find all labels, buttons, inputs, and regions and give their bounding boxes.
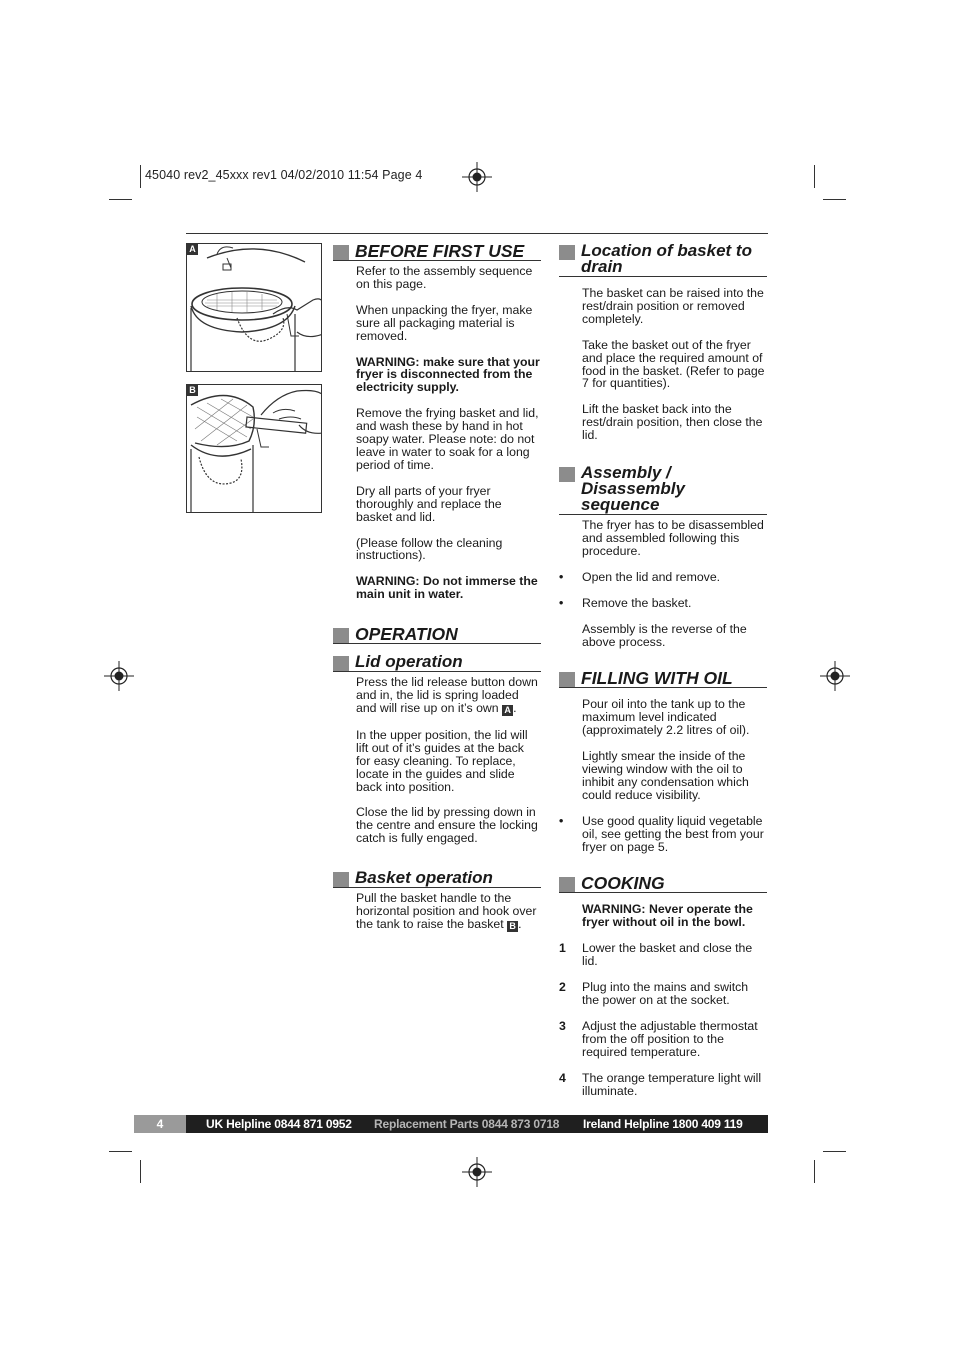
heading-text: BEFORE FIRST USE	[355, 241, 525, 261]
step-number: 1	[559, 941, 566, 956]
paragraph: Dry all parts of your fryer thoroughly and replace the basket and lid.	[356, 483, 502, 524]
column-middle	[333, 243, 541, 945]
column-right	[559, 243, 767, 1110]
section-heading-location-of-basket	[559, 243, 767, 277]
bullet-icon: •	[559, 595, 564, 610]
step-text: Plug into the mains and switch the power on at the socket.	[582, 980, 749, 1007]
paragraph-text: .	[518, 917, 522, 931]
heading-square	[559, 877, 575, 892]
bullet-item	[559, 597, 767, 610]
print-slug: 45040 rev2_45xxx rev1 04/02/2010 11:54 Page 4	[145, 168, 423, 182]
figure-tag: B	[187, 385, 198, 396]
section-heading-filling-with-oil	[559, 670, 767, 688]
bullet-text: Open the lid and remove.	[582, 569, 721, 584]
paragraph	[333, 892, 541, 932]
paragraph-text: Pull the basket handle to the horizontal position and hook over the tank to raise the basket	[356, 891, 537, 931]
heading-text: Lid operation	[355, 652, 463, 672]
warning-text: WARNING: Do not immerse the main unit in water.	[356, 574, 538, 602]
section-heading-before-first-use	[333, 243, 541, 261]
crop-mark	[814, 1160, 815, 1183]
section-heading-cooking	[559, 875, 767, 893]
step-number: 4	[559, 1070, 566, 1085]
crop-mark	[823, 1151, 846, 1152]
paragraph	[333, 676, 541, 716]
heading-text: OPERATION	[355, 624, 458, 645]
replacement-parts: Replacement Parts 0844 873 0718	[374, 1117, 560, 1131]
step-text: Lower the basket and close the lid.	[582, 941, 753, 969]
section-heading-assembly-sequence	[559, 465, 767, 515]
crop-mark	[140, 165, 141, 188]
warning-text: WARNING: Never operate the fryer without oil in the bowl.	[582, 902, 753, 930]
section-heading-lid-operation	[333, 654, 541, 672]
heading-text: COOKING	[581, 873, 665, 894]
paragraph: Lift the basket back into the rest/drain position, then close the lid.	[582, 402, 763, 443]
heading-square	[559, 245, 575, 260]
footer-helpline-bar	[134, 1115, 768, 1133]
paragraph: Refer to the assembly sequence on this page.	[356, 264, 533, 291]
bullet-text: Use good quality liquid vegetable oil, see getting the best from your fryer on page 5.	[582, 813, 764, 854]
step-text: Adjust the adjustable thermostat from the off position to the required temperature.	[582, 1018, 758, 1059]
step-text: The orange temperature light will illuminate.	[582, 1070, 762, 1098]
uk-helpline: UK Helpline 0844 871 0952	[206, 1117, 352, 1131]
registration-mark-icon	[104, 661, 134, 691]
top-rule	[186, 233, 768, 234]
paragraph: (Please follow the cleaning instructions).	[356, 535, 503, 563]
paragraph-text: .	[513, 700, 517, 715]
bullet-text: Remove the basket.	[582, 595, 692, 610]
heading-square	[333, 656, 349, 671]
heading-text: FILLING WITH OIL	[581, 668, 733, 689]
figure-reference: A	[502, 705, 513, 716]
crop-mark	[814, 165, 815, 188]
step-item	[559, 981, 767, 1007]
warning-text: WARNING: make sure that your fryer is disconnected from the electricity supply.	[356, 354, 540, 395]
heading-text: Assembly / Disassembly sequence	[581, 463, 685, 515]
bullet-icon: •	[559, 813, 564, 828]
crop-mark	[109, 1151, 132, 1152]
paragraph-text: Press the lid release button down and in, the lid is spring loaded and will rise up on it’s own	[356, 675, 538, 715]
page-number: 4	[134, 1115, 186, 1133]
step-item	[559, 942, 767, 968]
step-number: 2	[559, 980, 566, 995]
crop-mark	[823, 199, 846, 200]
paragraph: When unpacking the fryer, make sure all packaging material is removed.	[356, 302, 533, 343]
figure-b	[186, 384, 322, 513]
ireland-helpline: Ireland Helpline 1800 409 119	[583, 1117, 743, 1131]
paragraph: In the upper position, the lid will lift out of it’s guides at the back for easy cleaning. To replace, locate in the guides and slide back into position.	[356, 727, 528, 794]
heading-square	[333, 628, 349, 643]
figure-tag: A	[187, 244, 198, 255]
section-heading-basket-operation	[333, 870, 541, 888]
figure-a	[186, 243, 322, 372]
paragraph: The basket can be raised into the rest/drain position or removed completely.	[582, 286, 764, 326]
paragraph: Pour oil into the tank up to the maximum level indicated (approximately 2.2 litres of oil).	[582, 697, 750, 738]
crop-mark	[109, 199, 132, 200]
bullet-icon: •	[559, 569, 564, 584]
section-heading-operation	[333, 626, 541, 644]
step-item	[559, 1020, 767, 1059]
paragraph: Take the basket out of the fryer and place the required amount of food in the basket. (Refer to page 7 for quantities).	[582, 337, 765, 391]
heading-square	[333, 245, 349, 260]
step-number: 3	[559, 1018, 566, 1033]
registration-mark-icon	[462, 1157, 492, 1187]
bullet-item	[559, 571, 767, 584]
paragraph: Close the lid by pressing down in the centre and ensure the locking catch is fully engaged.	[356, 805, 538, 846]
heading-square	[559, 672, 575, 687]
bullet-item	[559, 815, 767, 854]
fryer-lid-illustration	[187, 244, 322, 372]
paragraph: Remove the frying basket and lid, and wash these by hand in hot soapy water. Please note: do not leave in water to soak for a long period of time.	[356, 406, 539, 472]
step-item	[559, 1072, 767, 1098]
paragraph: Assembly is the reverse of the above process.	[582, 621, 747, 649]
heading-square	[559, 467, 575, 482]
registration-mark-icon	[820, 661, 850, 691]
heading-square	[333, 872, 349, 887]
registration-mark-icon	[462, 162, 492, 192]
paragraph: The fryer has to be disassembled and assembled following this procedure.	[582, 518, 764, 558]
fryer-basket-illustration	[187, 385, 322, 513]
figure-reference: B	[507, 921, 518, 932]
crop-mark	[140, 1160, 141, 1183]
paragraph: Lightly smear the inside of the viewing window with the oil to inhibit any condensation which could reduce visibility.	[582, 749, 749, 802]
heading-text: Location of basket to drain	[581, 241, 752, 276]
heading-text: Basket operation	[355, 868, 493, 888]
